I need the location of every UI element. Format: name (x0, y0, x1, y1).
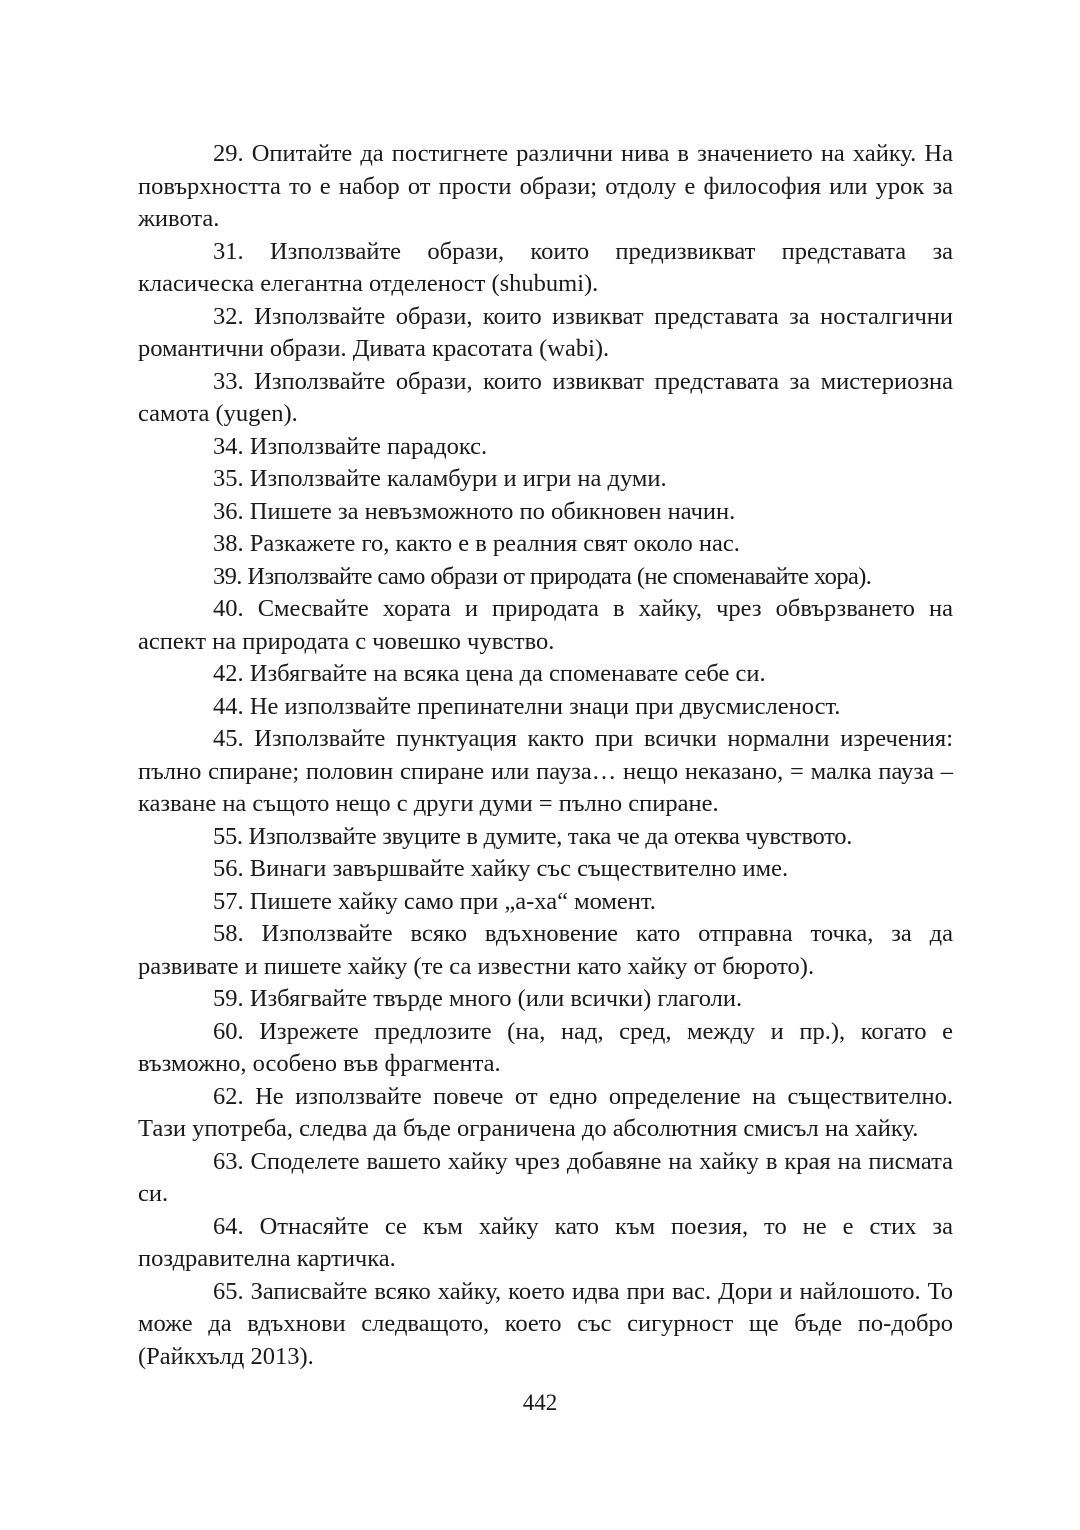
paragraph-33: 33. Използвайте образи, които извикват представата за мистериозна самота (yugen). (138, 367, 953, 427)
paragraph-35: 35. Използвайте каламбури и игри на думи. (213, 465, 667, 492)
paragraph-59: 59. Избягвайте твърде много (или всички) глаголи. (213, 985, 743, 1012)
paragraph-40: 40. Смесвайте хората и природата в хайку, чрез обвързването на аспект на природата с човешко чувство. (138, 595, 953, 655)
paragraph-65: 65. Записвайте всяко хайку, което идва при вас. Дори и найлошото. То може да вдъхнови следващото, което със сигурност ще бъде по-добро (Райкхълд 2013). (138, 1277, 953, 1370)
body-text (138, 138, 953, 1373)
paragraph-36: 36. Пишете за невъзможното по обикновен начин. (213, 497, 736, 525)
paragraph-58: 58. Използвайте всяко вдъхновение като отправна точка, за да развивате и пишете хайку (те са известни като хайку от бюрото). (138, 920, 953, 980)
paragraph-34: 34. Използвайте парадокс. (213, 432, 488, 460)
paragraph-64: 64. Отнасяйте се към хайку като към поезия, то не е стих за поздравителна картичка. (138, 1212, 953, 1272)
paragraph-39: 39. Използвайте само образи от природата (не споменавайте хора). (213, 562, 872, 590)
paragraph-63: 63. Споделете вашето хайку чрез добавяне на хайку в края на писмата си. (138, 1147, 953, 1207)
paragraph-62: 62. Не използвайте повече от едно определение на съществително. Тази употреба, следва да бъде ограничена до абсолютния смисъл на хайку. (138, 1082, 953, 1142)
paragraph-60: 60. Изрежете предлозите (на, над, сред, между и пр.), когато е възможно, особено във фрагмента. (138, 1017, 953, 1077)
paragraph-45: 45. Използвайте пунктуация както при всички нормални изречения: пълно спиране; половин спиране или пауза… нещо неказано, = малка пауза – казване на същото нещо с други думи = пълно спиране. (138, 725, 953, 817)
paragraph-31: 31. Използвайте образи, които предизвикват представата за класическа елегантна отделеност (shubumi). (138, 237, 953, 297)
paragraph-44: 44. Не използвайте препинателни знаци при двусмисленост. (213, 692, 841, 720)
paragraph-57: 57. Пишете хайку само при „а-ха“ момент. (213, 887, 656, 915)
paragraph-56: 56. Винаги завършвайте хайку със съществително име. (213, 855, 789, 882)
paragraph-29: 29. Опитайте да постигнете различни нива в значението на хайку. На повърхността то е набор от прости образи; отдолу е философия или урок за живота. (138, 140, 953, 232)
paragraph-55: 55. Използвайте звуците в думите, така че да отеква чувството. (213, 822, 853, 850)
paragraph-32: 32. Използвайте образи, които извикват представата за носталгични романтични образи. Дивата красотата (wabi). (138, 302, 953, 362)
paragraph-42: 42. Избягвайте на всяка цена да споменавате себе си. (213, 660, 766, 687)
page-number: 442 (522, 1390, 558, 1415)
paragraph-38: 38. Разкажете го, както е в реалния свят около нас. (213, 530, 740, 557)
